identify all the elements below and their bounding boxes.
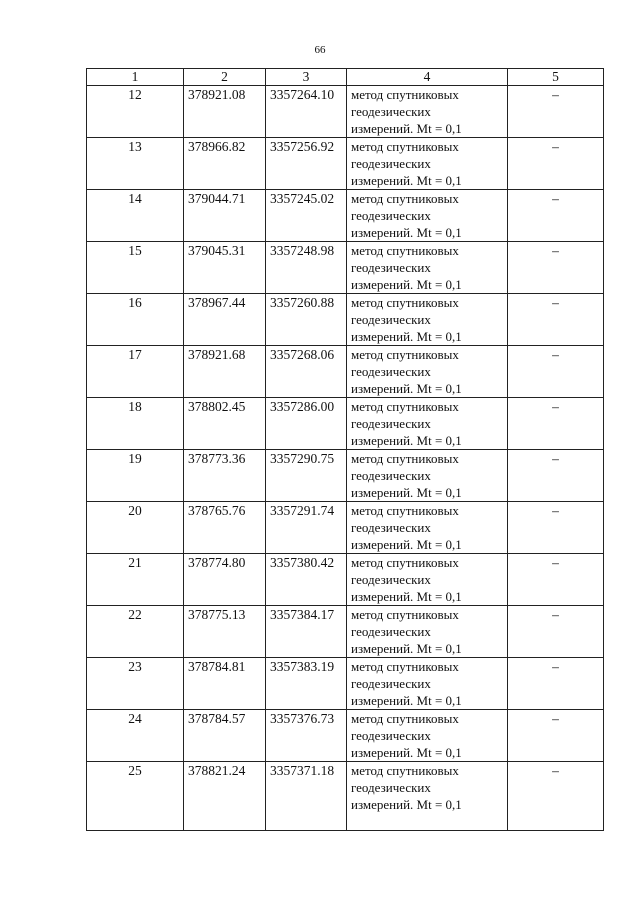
note-dash: – (508, 450, 604, 502)
note-dash: – (508, 190, 604, 242)
point-number: 18 (87, 398, 184, 450)
point-number: 14 (87, 190, 184, 242)
method-text: метод спутниковых геодезических измерений. Mt = 0,1 (347, 554, 508, 606)
table-row (87, 242, 604, 294)
page-number: 66 (314, 44, 326, 56)
method-text: метод спутниковых геодезических измерений. Mt = 0,1 (347, 398, 508, 450)
note-dash: – (508, 554, 604, 606)
point-number: 23 (87, 658, 184, 710)
coord-x: 378966.82 (184, 138, 266, 190)
header-col-2: 2 (184, 69, 266, 86)
method-text: метод спутниковых геодезических измерений. Mt = 0,1 (347, 606, 508, 658)
coord-y: 3357256.92 (266, 138, 347, 190)
coord-y: 3357291.74 (266, 502, 347, 554)
note-dash: – (508, 658, 604, 710)
method-text: метод спутниковых геодезических измерений. Mt = 0,1 (347, 138, 508, 190)
coord-x: 378784.81 (184, 658, 266, 710)
note-dash: – (508, 398, 604, 450)
note-dash: – (508, 606, 604, 658)
table-row (87, 502, 604, 554)
method-text: метод спутниковых геодезических измерений. Mt = 0,1 (347, 450, 508, 502)
method-text: метод спутниковых геодезических измерений. Mt = 0,1 (347, 502, 508, 554)
coord-x: 378773.36 (184, 450, 266, 502)
coord-y: 3357380.42 (266, 554, 347, 606)
coord-x: 379045.31 (184, 242, 266, 294)
table-body (87, 86, 604, 831)
coord-x: 378921.08 (184, 86, 266, 138)
note-dash: – (508, 762, 604, 831)
method-text: метод спутниковых геодезических измерений. Mt = 0,1 (347, 710, 508, 762)
point-number: 13 (87, 138, 184, 190)
point-number: 25 (87, 762, 184, 831)
method-text: метод спутниковых геодезических измерений. Mt = 0,1 (347, 190, 508, 242)
coord-x: 378774.80 (184, 554, 266, 606)
point-number: 19 (87, 450, 184, 502)
coord-x: 379044.71 (184, 190, 266, 242)
coord-y: 3357286.00 (266, 398, 347, 450)
coord-x: 378802.45 (184, 398, 266, 450)
coord-y: 3357245.02 (266, 190, 347, 242)
table-row (87, 398, 604, 450)
coord-x: 378967.44 (184, 294, 266, 346)
method-text: метод спутниковых геодезических измерений. Mt = 0,1 (347, 762, 508, 831)
header-col-5: 5 (508, 69, 604, 86)
point-number: 17 (87, 346, 184, 398)
header-col-1: 1 (87, 69, 184, 86)
table-row (87, 606, 604, 658)
coord-y: 3357260.88 (266, 294, 347, 346)
point-number: 15 (87, 242, 184, 294)
coord-y: 3357384.17 (266, 606, 347, 658)
table-row (87, 658, 604, 710)
method-text: метод спутниковых геодезических измерений. Mt = 0,1 (347, 658, 508, 710)
table-row (87, 86, 604, 138)
table-row (87, 710, 604, 762)
point-number: 22 (87, 606, 184, 658)
header-col-3: 3 (266, 69, 347, 86)
coord-y: 3357290.75 (266, 450, 347, 502)
table-row (87, 554, 604, 606)
table-row (87, 450, 604, 502)
coord-y: 3357371.18 (266, 762, 347, 831)
method-text: метод спутниковых геодезических измерений. Mt = 0,1 (347, 294, 508, 346)
table-row (87, 762, 604, 831)
note-dash: – (508, 138, 604, 190)
method-text: метод спутниковых геодезических измерений. Mt = 0,1 (347, 86, 508, 138)
note-dash: – (508, 710, 604, 762)
coord-y: 3357376.73 (266, 710, 347, 762)
coord-y: 3357248.98 (266, 242, 347, 294)
table-row (87, 346, 604, 398)
table-row (87, 294, 604, 346)
table-row (87, 190, 604, 242)
point-number: 24 (87, 710, 184, 762)
note-dash: – (508, 294, 604, 346)
coord-x: 378784.57 (184, 710, 266, 762)
method-text: метод спутниковых геодезических измерений. Mt = 0,1 (347, 346, 508, 398)
note-dash: – (508, 346, 604, 398)
coord-y: 3357383.19 (266, 658, 347, 710)
coord-x: 378775.13 (184, 606, 266, 658)
coord-y: 3357268.06 (266, 346, 347, 398)
note-dash: – (508, 242, 604, 294)
coordinates-table (86, 68, 604, 831)
point-number: 21 (87, 554, 184, 606)
coord-x: 378765.76 (184, 502, 266, 554)
header-row (87, 69, 604, 86)
note-dash: – (508, 502, 604, 554)
header-col-4: 4 (347, 69, 508, 86)
table-row (87, 138, 604, 190)
note-dash: – (508, 86, 604, 138)
method-text: метод спутниковых геодезических измерений. Mt = 0,1 (347, 242, 508, 294)
point-number: 20 (87, 502, 184, 554)
coord-y: 3357264.10 (266, 86, 347, 138)
point-number: 12 (87, 86, 184, 138)
coord-x: 378921.68 (184, 346, 266, 398)
point-number: 16 (87, 294, 184, 346)
coord-x: 378821.24 (184, 762, 266, 831)
